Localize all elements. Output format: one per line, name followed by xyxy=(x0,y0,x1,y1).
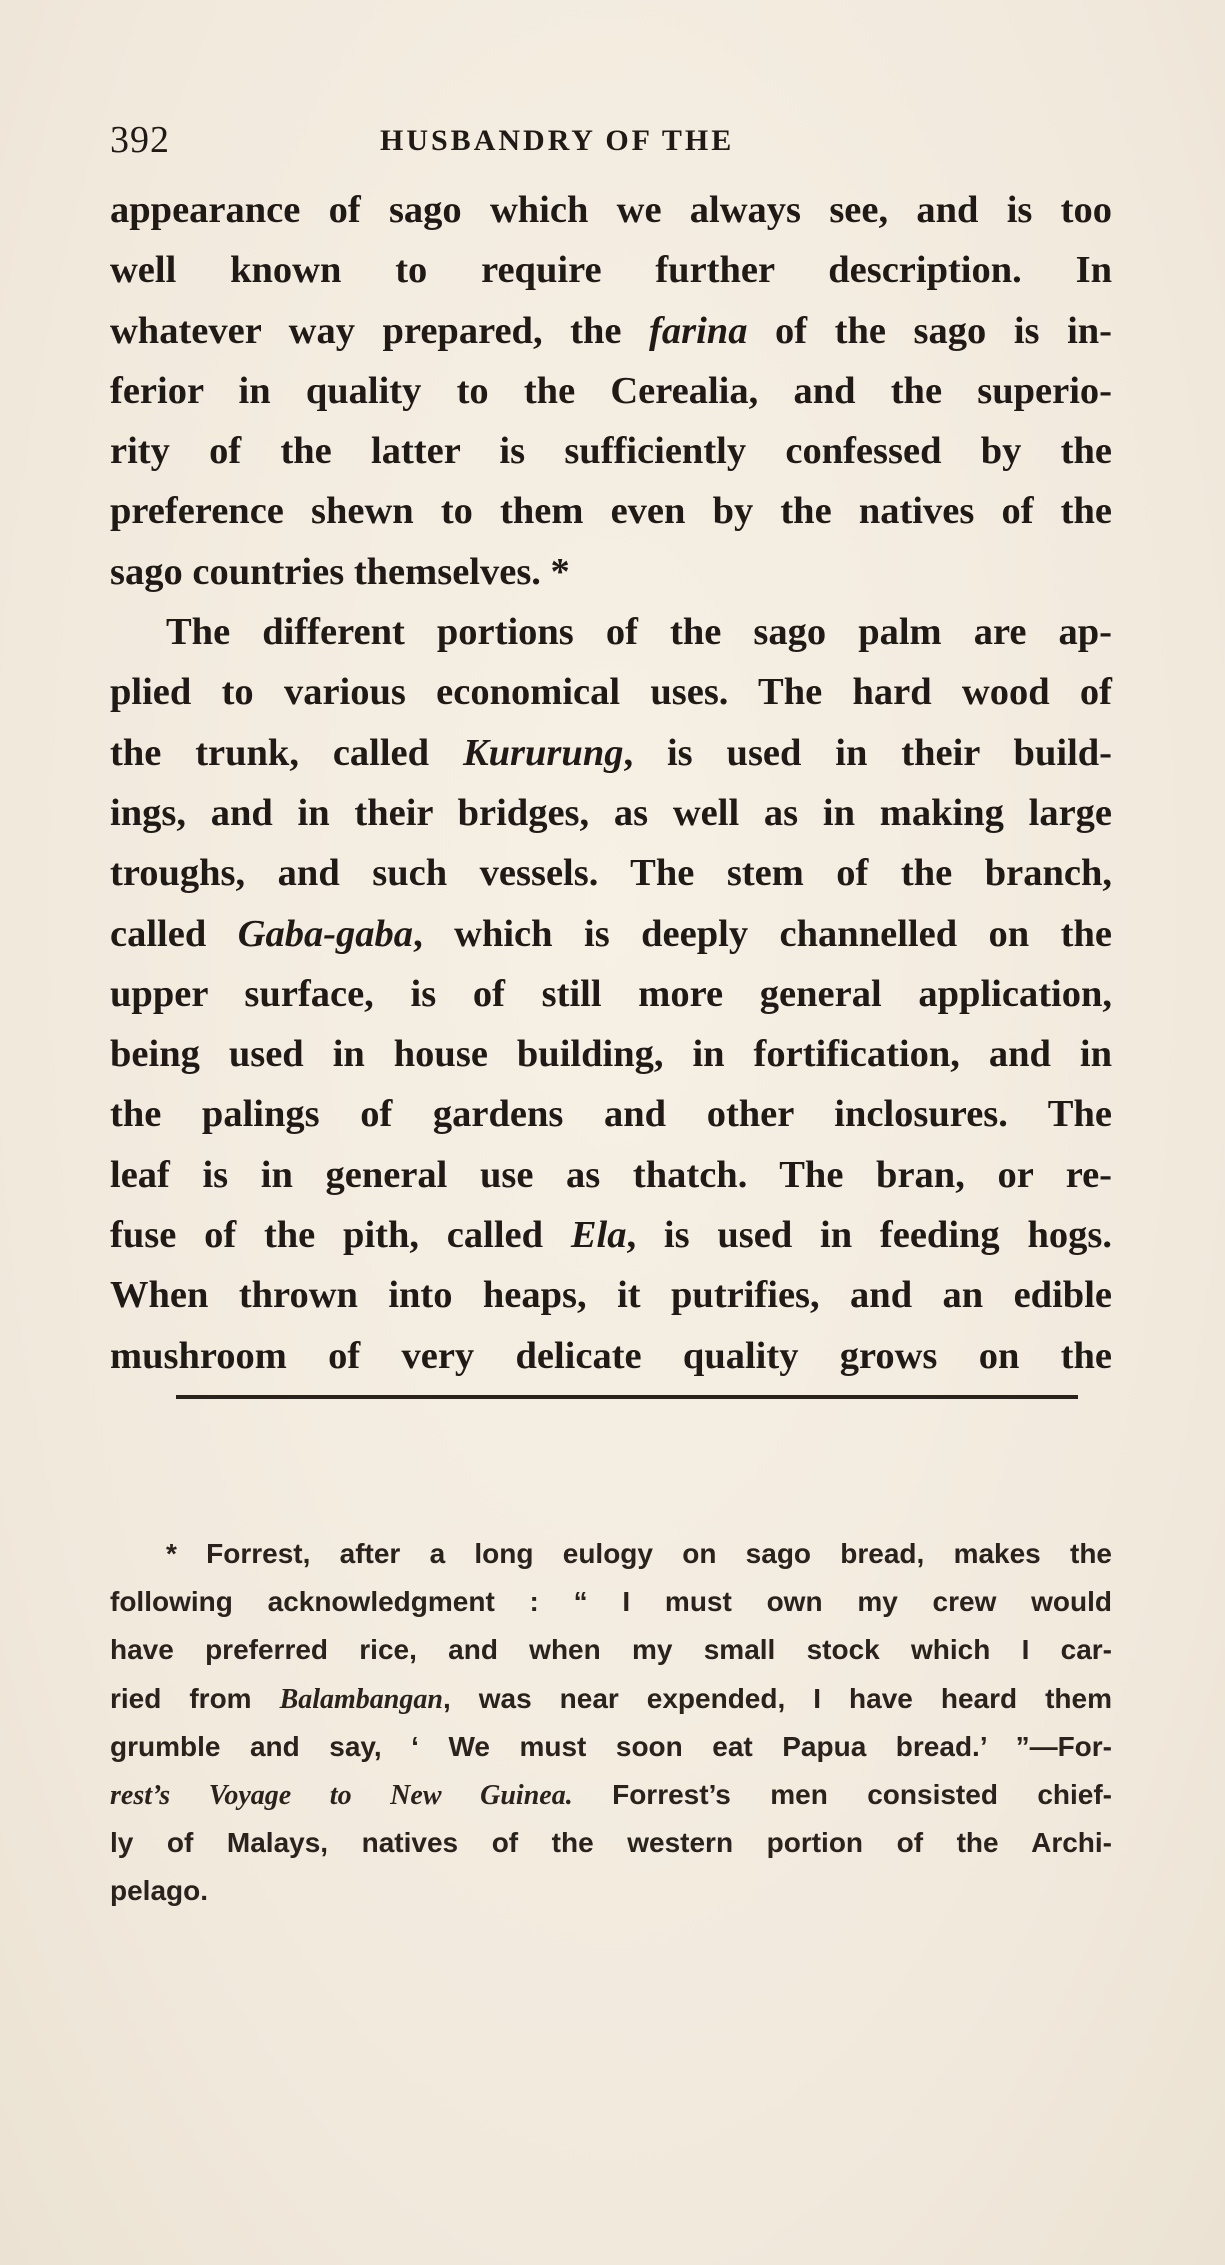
text-line xyxy=(110,723,1112,783)
text-segment: whatever way prepared, the xyxy=(110,309,650,352)
text-segment: the trunk, called xyxy=(110,731,463,774)
text-line: upper surface, is of still more general application, xyxy=(110,972,1112,1015)
footnote-line: following acknowledgment : “ I must own my crew would xyxy=(110,1586,1112,1618)
running-head: HUSBANDRY OF THE xyxy=(380,124,735,157)
footnote-line: pelago. xyxy=(110,1875,209,1907)
text-line: being used in house building, in fortification, and in xyxy=(110,1033,1112,1076)
page-number: 392 xyxy=(110,119,170,161)
text-line: mushroom of very delicate quality grows on the xyxy=(110,1334,1112,1377)
text-line: plied to various economical uses. The hard wood of xyxy=(110,671,1112,714)
text-line xyxy=(110,904,1112,964)
text-segment: , which is deeply channelled on the xyxy=(413,912,1112,955)
main-text xyxy=(110,180,1112,1386)
footnote-line: * Forrest, after a long eulogy on sago bread, makes the xyxy=(166,1538,1112,1569)
text-segment: Forrest’s men consisted chief- xyxy=(572,1778,1112,1810)
italic-term: Gaba-gaba xyxy=(237,912,414,955)
text-line: ferior in quality to the Cerealia, and the superio- xyxy=(110,369,1112,412)
text-segment: ried from xyxy=(110,1682,280,1714)
text-line: the palings of gardens and other inclosures. The xyxy=(110,1093,1112,1136)
footnote xyxy=(110,1530,1112,1916)
footnote-line: have preferred rice, and when my small stock which I car- xyxy=(110,1634,1112,1666)
text-line: sago countries themselves. * xyxy=(110,550,570,593)
text-line: appearance of sago which we always see, and is too xyxy=(110,189,1112,231)
italic-term: Kururung xyxy=(462,731,624,774)
footnote-line xyxy=(110,1771,1112,1819)
text-line: When thrown into heaps, it putrifies, and an edible xyxy=(110,1274,1112,1317)
text-line: The different portions of the sago palm are ap- xyxy=(166,611,1112,654)
page-header xyxy=(110,118,1120,168)
footnote-line xyxy=(110,1675,1112,1723)
italic-term: farina xyxy=(649,309,748,352)
text-line: preference shewn to them even by the natives of the xyxy=(110,490,1112,533)
text-line xyxy=(110,1205,1112,1265)
text-segment: , was near expended, I have heard them xyxy=(442,1682,1112,1714)
text-segment: fuse of the pith, called xyxy=(110,1214,571,1257)
text-segment: , is used in feeding hogs. xyxy=(626,1214,1112,1257)
footnote-line: ly of Malays, natives of the western portion of the Archi- xyxy=(110,1827,1112,1859)
text-line: rity of the latter is sufficiently confessed by the xyxy=(110,430,1112,473)
footnote-rule xyxy=(176,1395,1078,1399)
text-line: troughs, and such vessels. The stem of the branch, xyxy=(110,852,1112,895)
text-segment: of the sago is in- xyxy=(747,309,1112,352)
italic-citation: rest’s Voyage to New Guinea. xyxy=(110,1779,573,1811)
text-line xyxy=(110,301,1112,361)
text-line: leaf is in general use as thatch. The bran, or re- xyxy=(110,1153,1112,1196)
italic-term: Balambangan xyxy=(279,1683,443,1715)
text-line: ings, and in their bridges, as well as in making large xyxy=(110,791,1112,834)
text-segment: called xyxy=(110,912,238,955)
italic-term: Ela xyxy=(570,1214,627,1257)
footnote-line: grumble and say, ‘ We must soon eat Papua bread.’ ”—For- xyxy=(110,1730,1112,1762)
text-line: well known to require further description. In xyxy=(110,249,1112,292)
text-segment: , is used in their build- xyxy=(623,731,1112,774)
